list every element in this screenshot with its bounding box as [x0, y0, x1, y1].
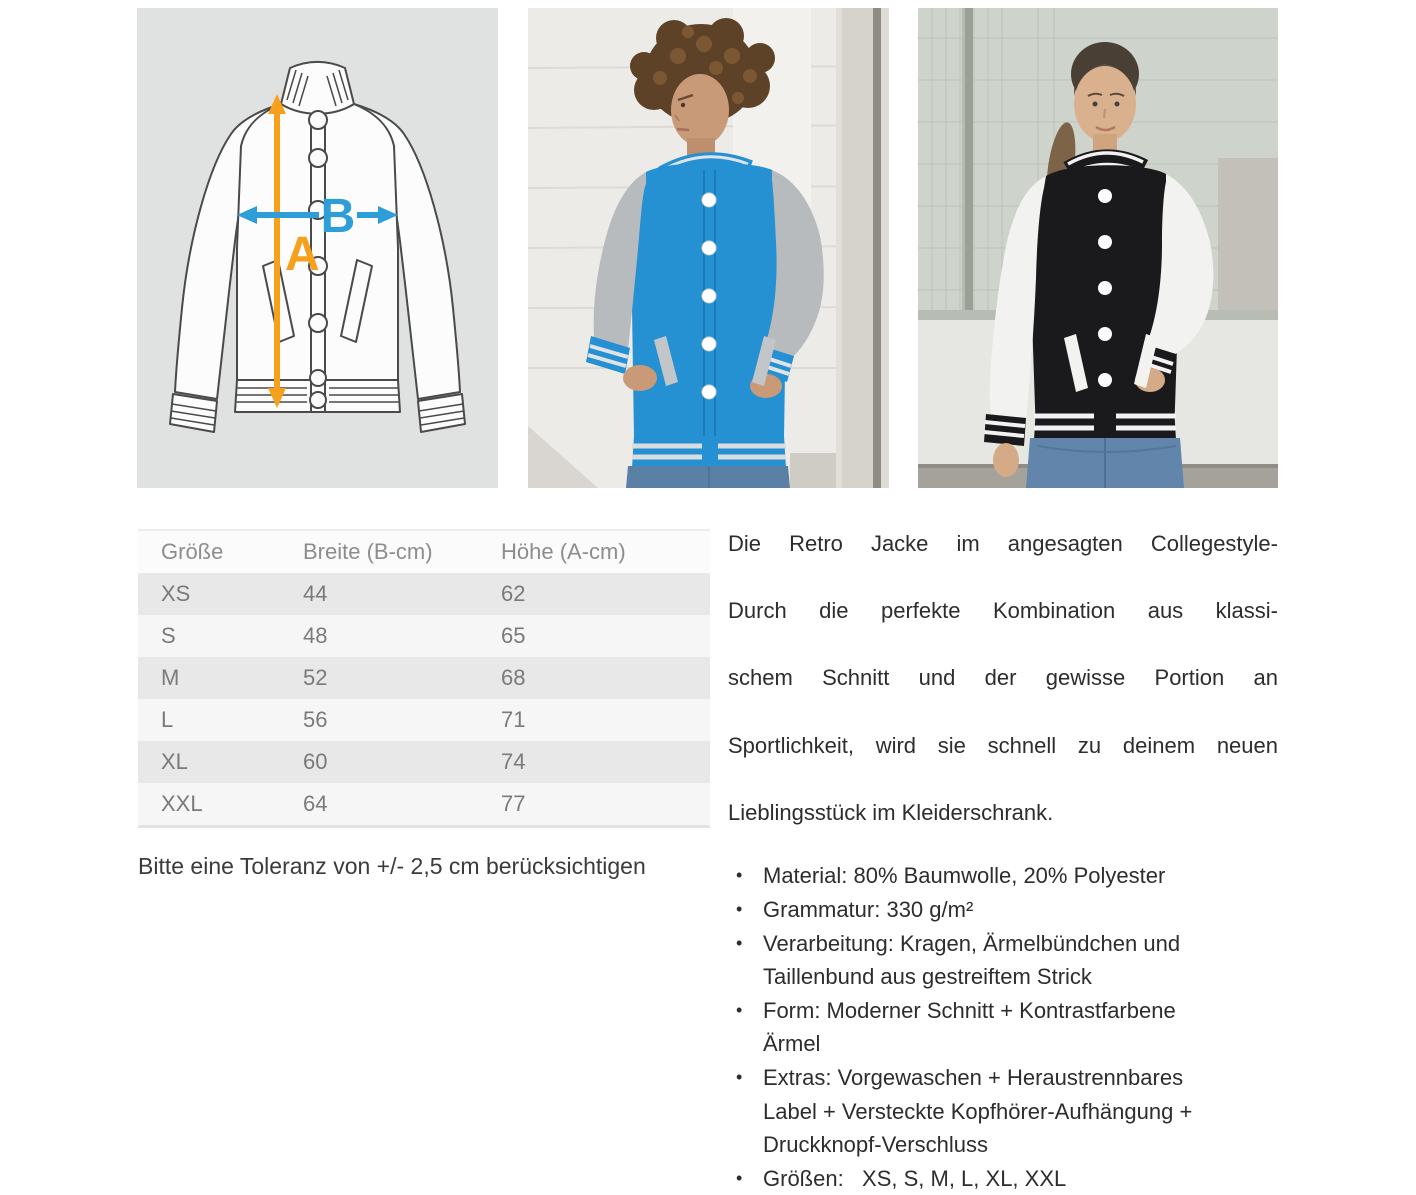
feature-text: [763, 893, 1278, 927]
feature-line: Verarbeitung: Kragen, Ärmelbündchen und: [763, 930, 1181, 956]
size-table-cell: 48: [303, 623, 328, 648]
feature-line: Druckknopf-Verschluss: [763, 1132, 988, 1158]
size-table-column-header: Größe: [138, 530, 303, 573]
size-table-row: [138, 783, 710, 827]
bullet-icon: •: [736, 999, 743, 1020]
feature-item: [728, 994, 1278, 1061]
bullet-icon: •: [736, 1066, 743, 1087]
size-table-cell: 77: [501, 791, 526, 816]
bullet-icon: •: [736, 898, 743, 919]
bullet-icon: •: [736, 1167, 743, 1188]
waistband: [1034, 406, 1176, 440]
description-line: Die Retro Jacke im angesagten Collegestyle-: [728, 531, 1278, 556]
size-table-cell: 52: [303, 665, 328, 690]
size-table-cell: 62: [501, 581, 526, 606]
size-table-cell: XL: [161, 749, 188, 774]
size-table-row: [138, 741, 710, 783]
size-table-cell: 71: [501, 707, 526, 732]
size-table-cell: XXL: [161, 791, 203, 816]
size-table-row: [138, 615, 710, 657]
size-diagram: [137, 8, 498, 488]
product-description: [728, 527, 1278, 1195]
description-line: Sportlichkeit, wird sie schnell zu deinem neuen: [728, 732, 1278, 758]
description-paragraph: [728, 527, 1278, 829]
feature-text: [763, 1061, 1278, 1162]
feature-text: [763, 859, 1278, 893]
jacket-body: [1032, 165, 1178, 436]
feature-item: [728, 1162, 1278, 1195]
waistband: [632, 436, 786, 468]
tolerance-note: Bitte eine Toleranz von +/- 2,5 cm berücksichtigen: [138, 853, 646, 879]
size-table-row: [138, 573, 710, 615]
size-table-cell: 44: [303, 581, 328, 606]
feature-line: Größen: XS, S, M, L, XL, XXL: [763, 1165, 1067, 1191]
size-table-row: [138, 657, 710, 699]
size-table-cell: 56: [303, 707, 328, 732]
feature-text: [763, 927, 1278, 994]
size-table-cell: M: [161, 665, 180, 690]
feature-item: [728, 859, 1278, 893]
feature-line: Extras: Vorgewaschen + Heraustrennbares: [763, 1064, 1184, 1090]
product-photo-male: [528, 8, 889, 488]
feature-line: Label + Versteckte Kopfhörer-Aufhängung +: [763, 1098, 1193, 1124]
feature-item: [728, 1061, 1278, 1162]
size-table-header-row: [138, 530, 710, 573]
face: [671, 74, 729, 146]
bullet-icon: •: [736, 865, 743, 886]
measure-label-a: A: [285, 228, 320, 281]
size-table-column-header: Breite (B-cm): [303, 530, 501, 573]
size-table-row: [138, 699, 710, 741]
feature-text: [763, 994, 1278, 1061]
feature-item: [728, 893, 1278, 927]
feature-item: [728, 927, 1278, 994]
size-table-cell: XS: [161, 581, 191, 606]
description-line: schem Schnitt und der gewisse Portion an: [728, 665, 1278, 691]
size-table-cell: 65: [501, 623, 526, 648]
size-table: [138, 529, 710, 828]
size-table-column-header: Höhe (A-cm): [501, 530, 710, 573]
product-photo-female: [918, 8, 1278, 488]
male-model-illustration: [528, 8, 889, 488]
description-line: Lieblingsstück im Kleiderschrank.: [728, 799, 1054, 825]
size-table-cell: S: [161, 623, 176, 648]
female-model-illustration: [918, 8, 1278, 488]
feature-line: Material: 80% Baumwolle, 20% Polyester: [763, 863, 1166, 889]
feature-text: [763, 1162, 1278, 1195]
feature-line: Form: Moderner Schnitt + Kontrastfarbene: [763, 997, 1176, 1023]
feature-line: Grammatur: 330 g/m²: [763, 896, 974, 922]
measure-label-b: B: [320, 190, 356, 243]
size-table-cell: 64: [303, 791, 328, 816]
bullet-icon: •: [736, 932, 743, 953]
size-table-cell: 74: [501, 749, 526, 774]
description-line: Durch die perfekte Kombination aus klassi-: [728, 598, 1278, 624]
size-table-cell: 60: [303, 749, 328, 774]
feature-list: [728, 859, 1278, 1195]
feature-line: Ärmel: [763, 1031, 821, 1057]
jacket-measure-diagram: [137, 8, 498, 488]
size-table-cell: L: [161, 707, 174, 732]
size-table-cell: 68: [501, 665, 526, 690]
feature-line: Taillenbund aus gestreiftem Strick: [763, 964, 1092, 990]
